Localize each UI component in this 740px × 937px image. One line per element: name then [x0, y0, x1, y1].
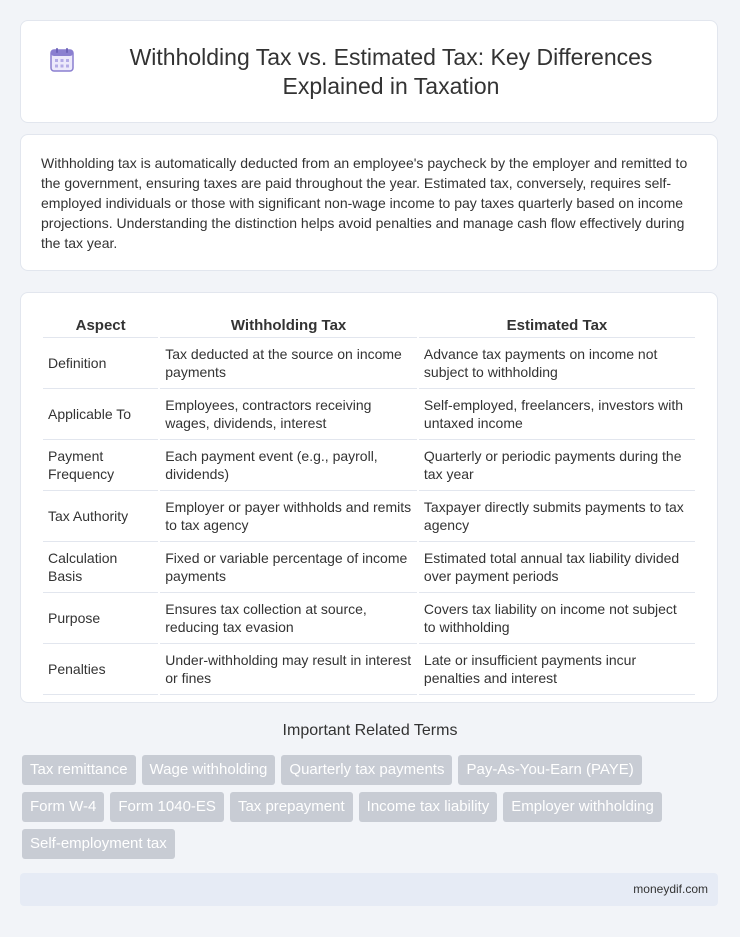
comparison-table: [41, 313, 697, 695]
related-term-tag[interactable]: Tax remittance: [22, 755, 136, 785]
intro-paragraph: Withholding tax is automatically deducted from an employee's paycheck by the employer and remitted to the government, ensuring taxes are paid throughout the year. Estimated tax, conversely, requires self-employed individuals or those with significant non-wage income to pay taxes quarterly based on income projections. Understanding the distinction helps avoid penalties and manage cash flow effectively during the tax year.: [41, 155, 688, 251]
aspect-cell: Penalties: [43, 644, 158, 695]
withholding-cell: Employer or payer withholds and remits to tax agency: [160, 491, 417, 542]
related-term-tag[interactable]: Wage withholding: [142, 755, 276, 785]
aspect-cell: Definition: [43, 338, 158, 389]
withholding-cell: Tax deducted at the source on income payments: [160, 338, 417, 389]
related-term-tag[interactable]: Quarterly tax payments: [281, 755, 452, 785]
related-term-tag[interactable]: Form W-4: [22, 792, 104, 822]
header-aspect: Aspect: [43, 313, 158, 338]
related-terms-title: Important Related Terms: [282, 722, 458, 739]
table-row: [43, 644, 695, 695]
table-row: [43, 491, 695, 542]
withholding-cell: Employees, contractors receiving wages, dividends, interest: [160, 389, 417, 440]
aspect-cell: Purpose: [43, 593, 158, 644]
calendar-icon: [49, 47, 75, 73]
withholding-cell: Fixed or variable percentage of income payments: [160, 542, 417, 593]
title-wrap: [49, 43, 689, 101]
table-row: [43, 338, 695, 389]
related-term-tag[interactable]: Employer withholding: [503, 792, 662, 822]
related-term-tag[interactable]: Self-employment tax: [22, 829, 175, 859]
estimated-cell: Advance tax payments on income not subject to withholding: [419, 338, 695, 389]
aspect-cell: Tax Authority: [43, 491, 158, 542]
table-row: [43, 389, 695, 440]
aspect-cell: Calculation Basis: [43, 542, 158, 593]
header-estimated-tax: Estimated Tax: [419, 313, 695, 338]
title-card: [20, 20, 718, 123]
intro-card: [20, 134, 718, 271]
related-term-tag[interactable]: Tax prepayment: [230, 792, 353, 822]
related-term-tag[interactable]: Income tax liability: [359, 792, 498, 822]
related-term-tag[interactable]: Pay-As-You-Earn (PAYE): [458, 755, 641, 785]
table-row: [43, 593, 695, 644]
withholding-cell: Ensures tax collection at source, reducing tax evasion: [160, 593, 417, 644]
footer-bar: [20, 873, 718, 906]
comparison-card: [20, 292, 718, 703]
table-header-row: [43, 313, 695, 338]
aspect-cell: Payment Frequency: [43, 440, 158, 491]
header-withholding-tax: Withholding Tax: [160, 313, 417, 338]
table-row: [43, 542, 695, 593]
estimated-cell: Estimated total annual tax liability divided over payment periods: [419, 542, 695, 593]
estimated-cell: Self-employed, freelancers, investors with untaxed income: [419, 389, 695, 440]
footer-site-link[interactable]: moneydif.com: [633, 882, 708, 896]
estimated-cell: Covers tax liability on income not subject to withholding: [419, 593, 695, 644]
aspect-cell: Applicable To: [43, 389, 158, 440]
estimated-cell: Taxpayer directly submits payments to tax agency: [419, 491, 695, 542]
table-row: [43, 440, 695, 491]
withholding-cell: Each payment event (e.g., payroll, dividends): [160, 440, 417, 491]
page-title: Withholding Tax vs. Estimated Tax: Key Differences Explained in Taxation: [129, 43, 653, 99]
related-terms-list: [22, 755, 722, 866]
related-term-tag[interactable]: Form 1040-ES: [110, 792, 224, 822]
estimated-cell: Quarterly or periodic payments during the tax year: [419, 440, 695, 491]
estimated-cell: Late or insufficient payments incur penalties and interest: [419, 644, 695, 695]
withholding-cell: Under-withholding may result in interest or fines: [160, 644, 417, 695]
